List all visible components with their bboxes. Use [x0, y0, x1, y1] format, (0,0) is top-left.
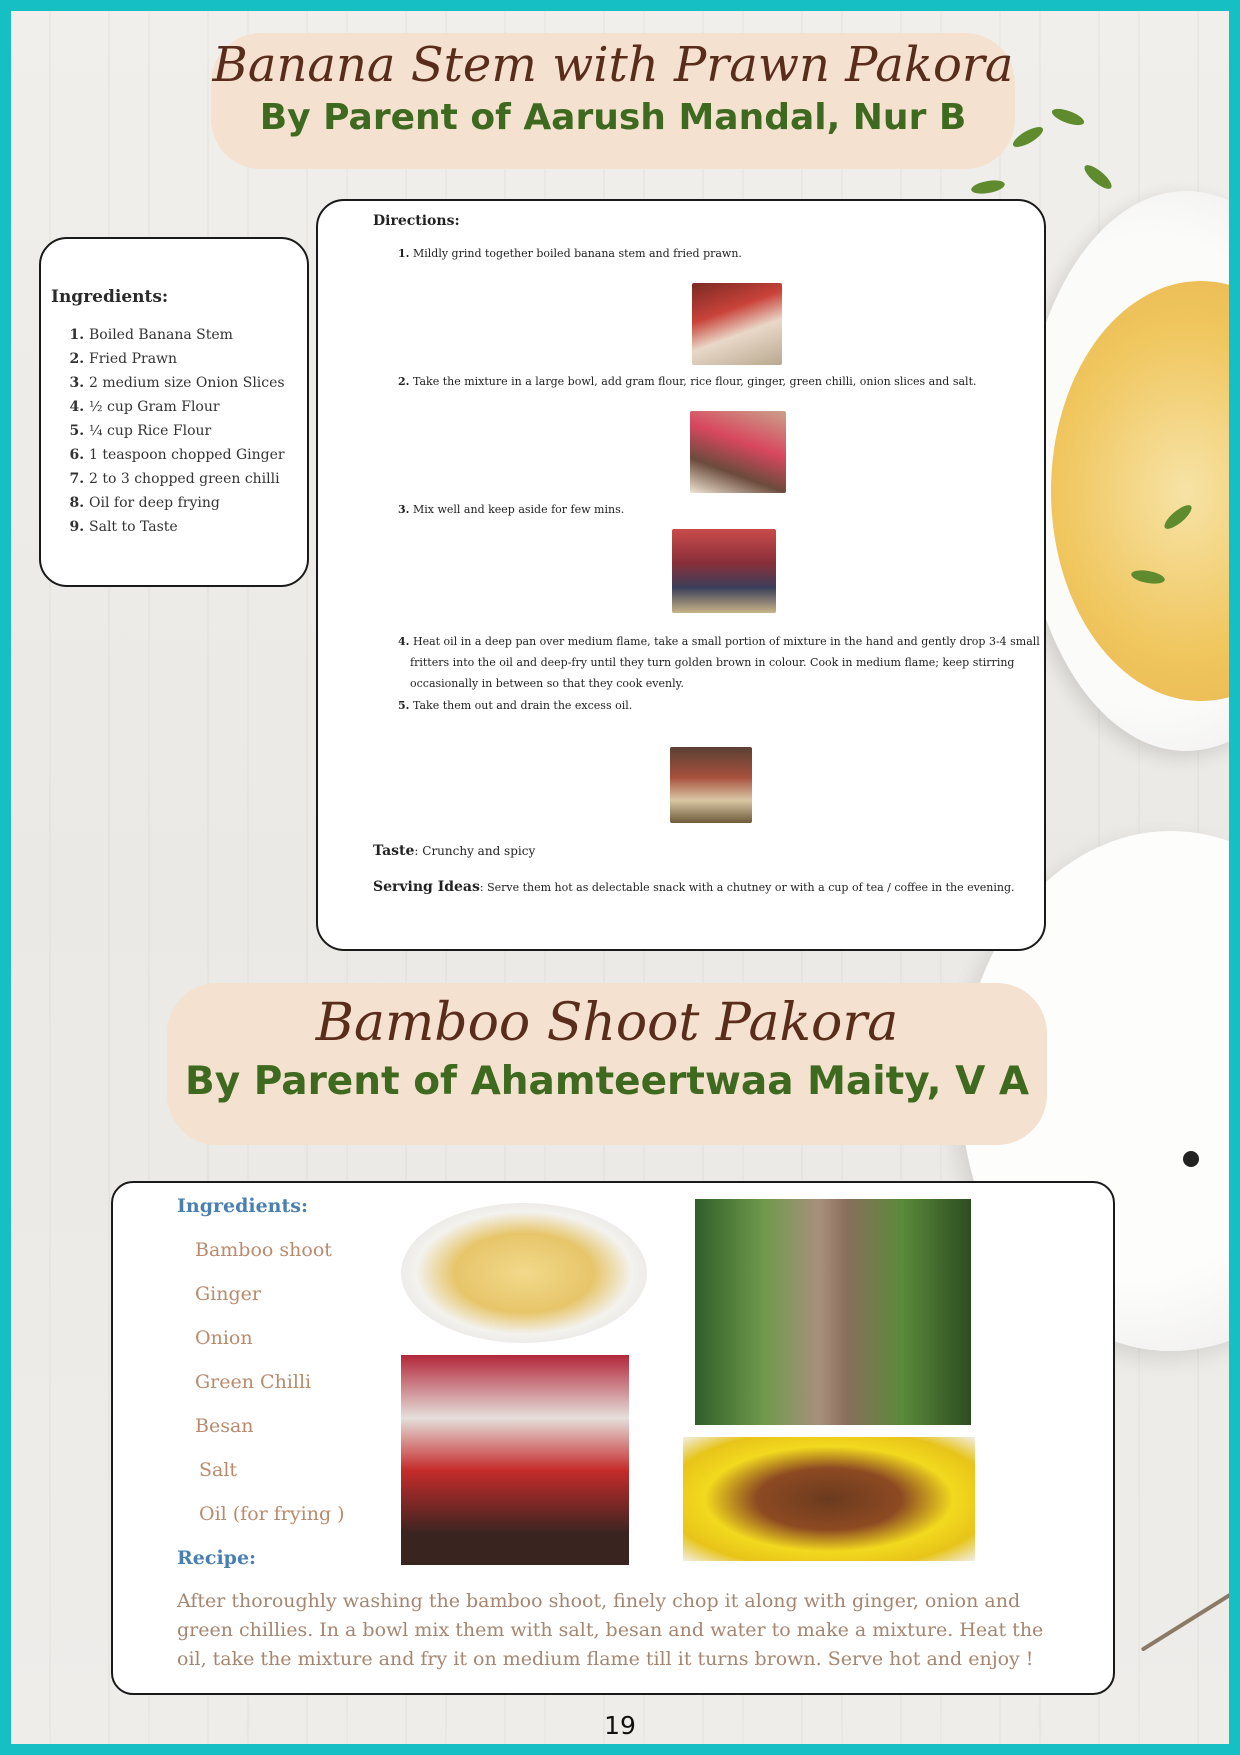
- recipe2-title-banner: [167, 983, 1047, 1145]
- recipe1-ingredients-card: [39, 237, 309, 587]
- list-item: Ginger: [195, 1283, 261, 1305]
- herb-leaf-decoration: [1050, 106, 1086, 129]
- twig-decoration: [1141, 1574, 1240, 1652]
- recipe1-step-5: [398, 695, 1018, 716]
- recipe1-step-4: [398, 631, 1040, 694]
- step-text: Mildly grind together boiled banana stem and fried prawn.: [412, 247, 742, 260]
- step-photo: [692, 283, 782, 365]
- step-text: Mix well and keep aside for few mins.: [412, 503, 625, 516]
- recipe2-recipe-text: After thoroughly washing the bamboo shoot, finely chop it along with ginger, onion and green chillies. In a bowl mix them with salt, besan and water to make a mixture. Heat the oil, take the mixture and fry it on medium flame till it turns brown. Serve hot and enjoy !: [177, 1590, 1044, 1670]
- step-text: Heat oil in a deep pan over medium flame, take a small portion of mixture in the hand and gently drop 3-4 small fritters into the oil and deep-fry until they turn golden brown in colour. Cook in medium flame; keep stirring occasionally in between so that they cook evenly.: [410, 635, 1040, 690]
- step-text: Take them out and drain the excess oil.: [412, 699, 633, 712]
- list-item: Salt: [199, 1459, 238, 1481]
- taste-value: : Crunchy and spicy: [414, 844, 536, 858]
- recipe1-taste: [373, 843, 535, 859]
- list-item: 3. 2 medium size Onion Slices: [89, 375, 285, 391]
- recipe1-title-banner: [211, 33, 1015, 169]
- recipe2-title: Bamboo Shoot Pakora: [315, 993, 899, 1053]
- recipe1-byline: By Parent of Aarush Mandal, Nur B: [259, 97, 967, 138]
- step-photo: [672, 529, 776, 613]
- recipe1-step-1: [398, 243, 1018, 264]
- list-item: 9. Salt to Taste: [89, 519, 285, 535]
- herb-leaf-decoration: [1081, 161, 1115, 192]
- list-item: Bamboo shoot: [195, 1239, 332, 1261]
- step-number: 5.: [398, 699, 410, 712]
- list-item: 1. Boiled Banana Stem: [89, 327, 285, 343]
- step-number: 1.: [398, 247, 410, 260]
- recipe1-directions-card: [316, 199, 1046, 951]
- step-photo: [670, 747, 752, 823]
- list-item: Onion: [195, 1327, 253, 1349]
- recipe2-byline: By Parent of Ahamteertwaa Maity, V A: [184, 1059, 1030, 1104]
- step-number: 2.: [398, 375, 410, 388]
- page-number: 19: [604, 1711, 636, 1740]
- recipe1-title: Banana Stem with Prawn Pakora: [212, 37, 1014, 93]
- recipe1-ingredients-list: [41, 327, 285, 543]
- recipe1-step-2: [398, 371, 1018, 392]
- step-number: 4.: [398, 635, 410, 648]
- list-item: Green Chilli: [195, 1371, 312, 1393]
- step-number: 3.: [398, 503, 410, 516]
- cooking-photo: [401, 1355, 629, 1565]
- bamboo-shoot-photo: [695, 1199, 971, 1425]
- list-item: 2. Fried Prawn: [89, 351, 285, 367]
- herb-leaf-decoration: [970, 178, 1006, 196]
- recipe2-recipe-heading: Recipe:: [177, 1547, 257, 1569]
- recipe1-directions-heading: Directions:: [373, 213, 460, 229]
- list-item: 5. ¼ cup Rice Flour: [89, 423, 285, 439]
- recipe1-step-3: [398, 499, 1018, 520]
- list-item: 6. 1 teaspoon chopped Ginger: [89, 447, 285, 463]
- recipe2-ingredients-heading: Ingredients:: [177, 1195, 308, 1217]
- list-item: 7. 2 to 3 chopped green chilli: [89, 471, 285, 487]
- chopped-bamboo-photo: [401, 1203, 647, 1343]
- recipe2-card: [111, 1181, 1115, 1695]
- taste-label: Taste: [373, 843, 415, 859]
- recipe1-ingredients-heading: Ingredients:: [51, 287, 169, 307]
- serving-value: : Serve them hot as delectable snack with a chutney or with a cup of tea / coffee in the evening.: [479, 881, 1015, 894]
- step-photo: [690, 411, 786, 493]
- fried-pakora-photo: [683, 1437, 975, 1561]
- list-item: Besan: [195, 1415, 254, 1437]
- serving-label: Serving Ideas: [373, 879, 480, 895]
- list-item: Oil (for frying ): [199, 1503, 345, 1525]
- list-item: 4. ½ cup Gram Flour: [89, 399, 285, 415]
- teapot-knob-decoration: [1183, 1151, 1199, 1167]
- list-item: 8. Oil for deep frying: [89, 495, 285, 511]
- recipe1-serving-ideas: [373, 879, 1038, 895]
- herb-leaf-decoration: [1010, 123, 1045, 150]
- step-text: Take the mixture in a large bowl, add gram flour, rice flour, ginger, green chilli, onion slices and salt.: [412, 375, 977, 388]
